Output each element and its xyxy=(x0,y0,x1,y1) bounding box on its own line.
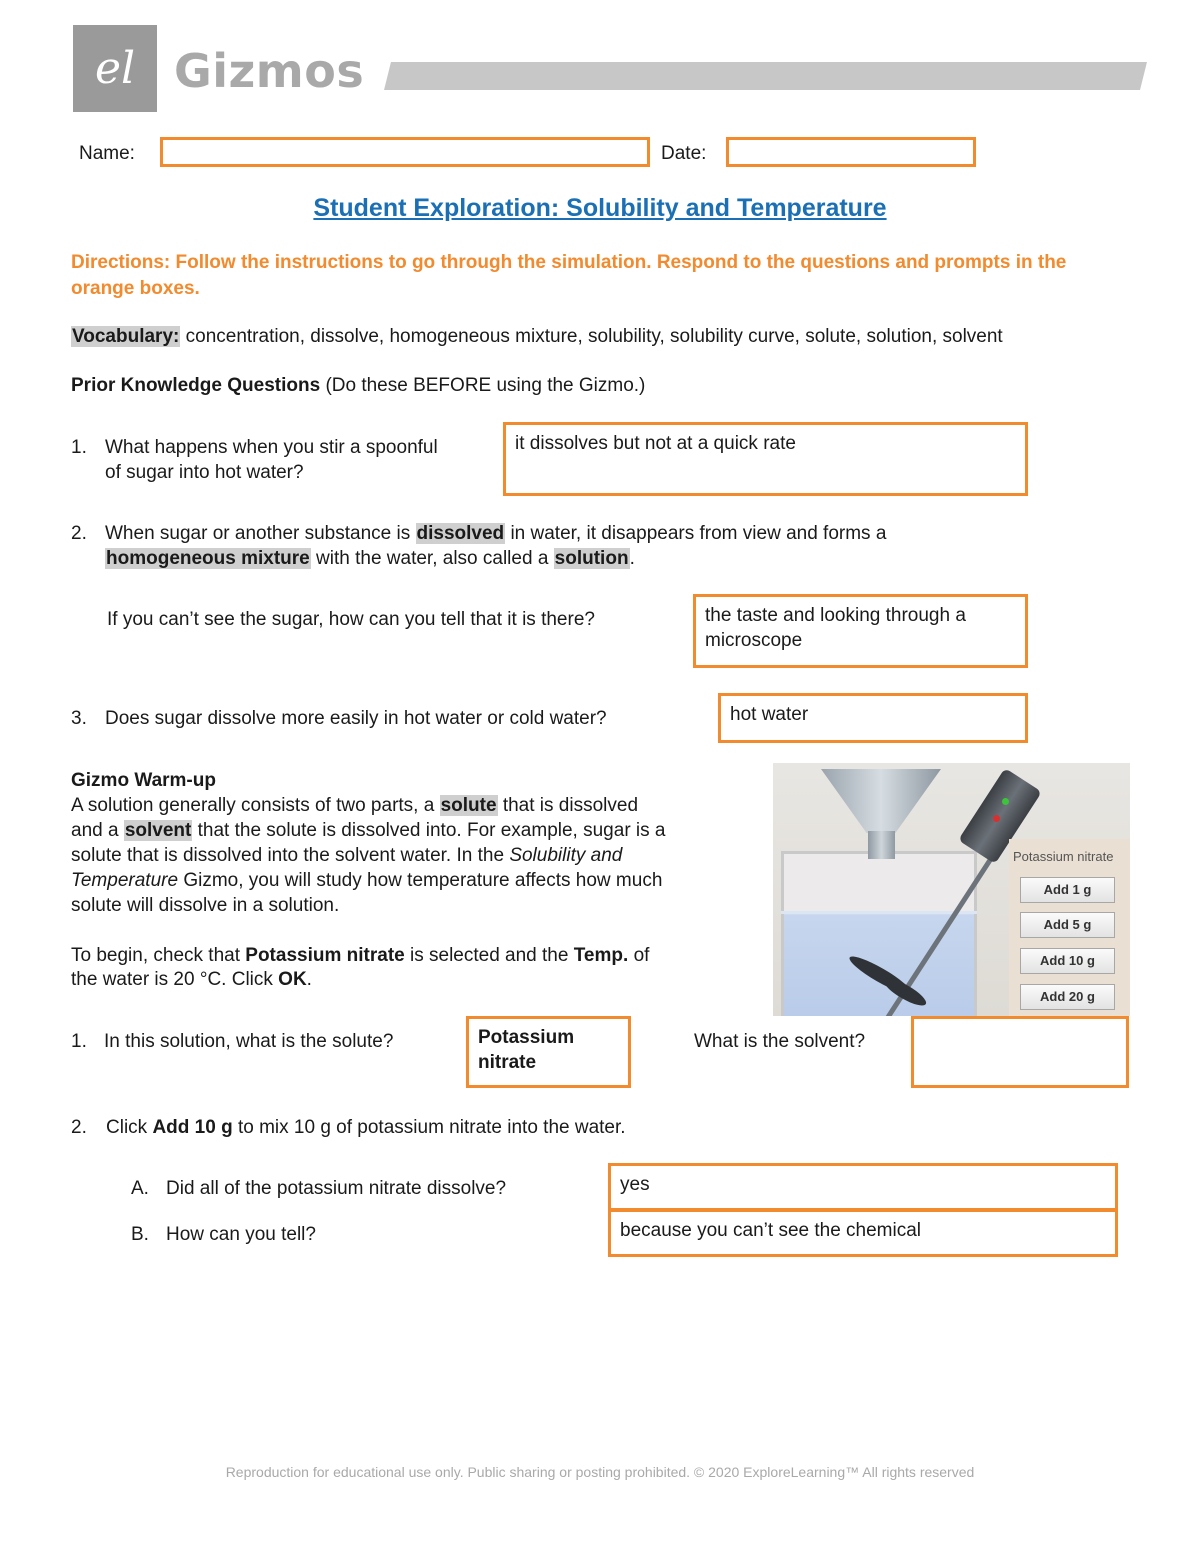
date-label: Date: xyxy=(661,143,707,164)
answer-box[interactable]: it dissolves but not at a quick rate xyxy=(503,422,1028,496)
answer-box[interactable]: because you can’t see the chemical xyxy=(608,1209,1118,1257)
question-text: What happens when you stir a spoonful xyxy=(105,437,438,458)
question-text: homogeneous mixture with the water, also called a solution. xyxy=(106,548,635,569)
header-bar xyxy=(384,62,1147,90)
question-number: 2. xyxy=(71,523,87,544)
question-text: What is the solvent? xyxy=(694,1031,866,1052)
funnel xyxy=(821,769,941,833)
sub-question-letter: A. xyxy=(131,1178,149,1199)
water-surface xyxy=(781,911,977,914)
vocabulary-label: Vocabulary: xyxy=(72,326,180,347)
warmup-text: A solution generally consists of two parts, a solute that is dissolved xyxy=(71,795,639,816)
vocabulary-line xyxy=(71,324,1003,349)
question-number: 2. xyxy=(71,1117,87,1138)
answer-box[interactable]: the taste and looking through a microscope xyxy=(693,594,1028,668)
footer-copyright: Reproduction for educational use only. Public sharing or posting prohibited. © 2020 ExploreLearning™ All rights reserved xyxy=(225,1464,975,1480)
answer-box[interactable] xyxy=(911,1016,1129,1088)
add-10g-button[interactable]: Add 10 g xyxy=(1020,948,1115,974)
question-text: Did all of the potassium nitrate dissolve? xyxy=(166,1178,507,1199)
date-field[interactable] xyxy=(726,137,976,167)
answer-box[interactable]: Potassium nitrate xyxy=(466,1016,631,1088)
warmup-text: the water is 20 °C. Click OK. xyxy=(71,969,312,990)
gizmo-screenshot xyxy=(773,763,1130,1016)
warmup-text: To begin, check that Potassium nitrate is selected and the Temp. of xyxy=(71,945,650,966)
add-1g-button[interactable]: Add 1 g xyxy=(1020,877,1115,903)
warmup-text: solute that is dissolved into the solvent water. In the Solubility and xyxy=(71,845,623,866)
funnel-neck xyxy=(868,831,895,859)
prior-knowledge-note: (Do these BEFORE using the Gizmo.) xyxy=(325,375,646,396)
warmup-text: Temperature Gizmo, you will study how temperature affects how much xyxy=(71,870,663,891)
question-number: 1. xyxy=(71,437,87,458)
vocab-highlight: dissolved xyxy=(416,523,505,544)
name-label: Name: xyxy=(79,143,135,164)
prior-knowledge-heading-line xyxy=(71,373,645,398)
warmup-heading: Gizmo Warm-up xyxy=(71,770,216,791)
question-text: How can you tell? xyxy=(166,1224,316,1245)
question-text: If you can’t see the sugar, how can you tell that it is there? xyxy=(107,609,595,630)
question-text: of sugar into hot water? xyxy=(105,462,304,483)
beaker xyxy=(781,851,977,1016)
red-light-icon xyxy=(993,815,1000,822)
answer-box[interactable]: hot water xyxy=(718,693,1028,743)
warmup-text: solute will dissolve in a solution. xyxy=(71,895,340,916)
page-title: Student Exploration: Solubility and Temperature xyxy=(313,194,887,222)
vocab-highlight: homogeneous mixture xyxy=(106,548,310,569)
green-light-icon xyxy=(1002,798,1009,805)
prior-knowledge-heading: Prior Knowledge Questions xyxy=(71,375,321,396)
vocabulary-terms: concentration, dissolve, homogeneous mixture, solubility, solubility curve, solute, solution, solvent xyxy=(185,326,1003,347)
sub-question-letter: B. xyxy=(131,1224,149,1245)
vocab-highlight: solvent xyxy=(124,820,192,841)
solute-label: Potassium nitrate xyxy=(1013,849,1114,864)
answer-box[interactable]: yes xyxy=(608,1163,1118,1211)
question-text: Does sugar dissolve more easily in hot water or cold water? xyxy=(105,708,607,729)
question-text: Click Add 10 g to mix 10 g of potassium nitrate into the water. xyxy=(106,1117,626,1138)
question-text: In this solution, what is the solute? xyxy=(104,1031,394,1052)
add-5g-button[interactable]: Add 5 g xyxy=(1020,912,1115,938)
question-number: 1. xyxy=(71,1031,87,1052)
directions-text: Directions: Follow the instructions to go through the simulation. Respond to the questions and prompts in the orange boxes. xyxy=(71,252,1067,299)
question-text: When sugar or another substance is dissolved in water, it disappears from view and forms a xyxy=(105,523,887,544)
vocab-highlight: solution xyxy=(554,548,629,569)
add-20g-button[interactable]: Add 20 g xyxy=(1020,984,1115,1010)
explorelearning-logo-icon: el xyxy=(94,43,136,94)
question-number: 3. xyxy=(71,708,87,729)
warmup-text: and a solvent that the solute is dissolved into. For example, sugar is a xyxy=(71,820,666,841)
brand-name: Gizmos xyxy=(174,44,365,98)
vocab-highlight: solute xyxy=(440,795,497,816)
name-field[interactable] xyxy=(160,137,650,167)
